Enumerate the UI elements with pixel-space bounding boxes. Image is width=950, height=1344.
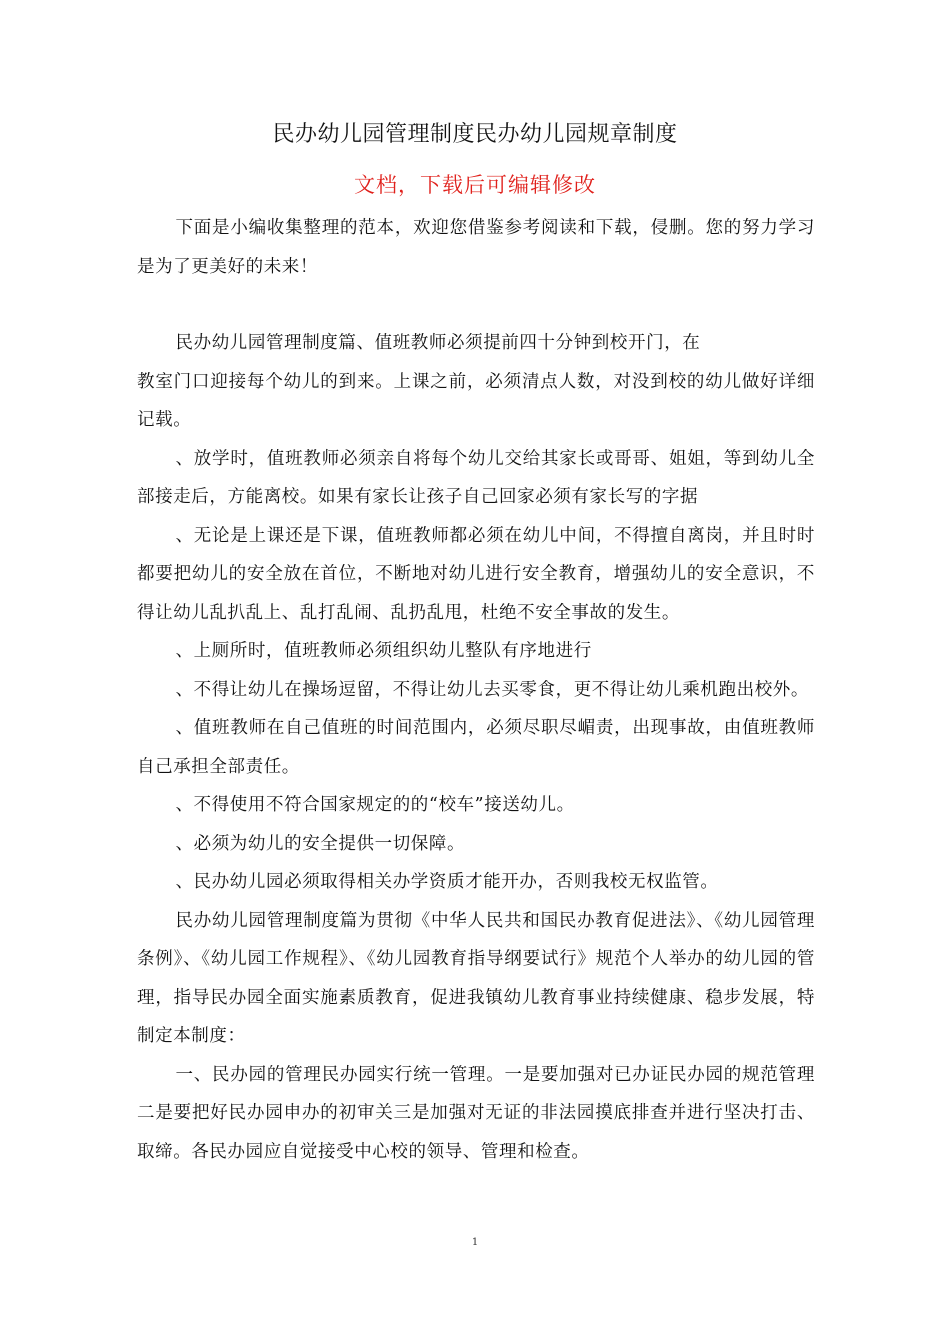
document-body xyxy=(137,209,815,1171)
paragraph-8: 、必须为幼儿的安全提供一切保障。 xyxy=(175,833,466,854)
paragraph-9: 、民办幼儿园必须取得相关办学资质才能开办，否则我校无权监管。 xyxy=(175,872,719,892)
intro-paragraph: 下面是小编收集整理的范本，欢迎您借鉴参考阅读和下载，侵删。您的努力学习是为了更美好的未来！ xyxy=(137,218,815,277)
page-number: 1 xyxy=(471,1237,479,1248)
paragraph-11: 一、民办园的管理民办园实行统一管理。一是要加强对已办证民办园的规范管理二是要把好民办园申办的初审关三是加强对无证的非法园摸底排查并进行坚决打击、取缔。各民办园应自觉接受中心校的领导、管理和检查。 xyxy=(137,1064,815,1162)
paragraph-5: 、不得让幼儿在操场逗留，不得让幼儿去买零食，更不得让幼儿乘机跑出校外。 xyxy=(175,679,809,700)
paragraph-2: 、放学时，值班教师必须亲自将每个幼儿交给其家长或哥哥、姐姐，等到幼儿全部接走后，方能离校。如果有家长让孩子自己回家必须有家长写的字据 xyxy=(137,448,815,507)
document-subtitle: 文档，下载后可编辑修改 xyxy=(354,173,596,197)
paragraph-1-line-2: 教室门口迎接每个幼儿的到来。上课之前，必须清点人数，对没到校的幼儿做好详细记载。 xyxy=(137,371,815,430)
paragraph-4: 、上厕所时，值班教师必须组织幼儿整队有序地进行 xyxy=(175,641,592,661)
paragraph-10: 民办幼儿园管理制度篇为贯彻《中华人民共和国民办教育促进法》、《幼儿园管理条例》、《幼儿园工作规程》、《幼儿园教育指导纲要试行》规范个人举办的幼儿园的管理，指导民办园全面实施素质教育，促进我镇幼儿教育事业持续健康、稳步发展，特制定本制度： xyxy=(137,910,815,1046)
paragraph-1-line-1: 民办幼儿园管理制度篇、值班教师必须提前四十分钟到校开门，在 xyxy=(175,333,701,353)
paragraph-7: 、不得使用不符合国家规定的的“校车”接送幼儿。 xyxy=(175,795,575,815)
document-title: 民办幼儿园管理制度民办幼儿园规章制度 xyxy=(272,122,678,147)
blank-line xyxy=(137,286,815,324)
paragraph-3: 、无论是上课还是下课，值班教师都必须在幼儿中间，不得擅自离岗，并且时时都要把幼儿的安全放在首位，不断地对幼儿进行安全教育，增强幼儿的安全意识，不得让幼儿乱扒乱上、乱打乱闹、乱扔乱甩，杜绝不安全事故的发生。 xyxy=(137,525,815,623)
paragraph-6: 、值班教师在自己值班的时间范围内，必须尽职尽嵋责，出现事故，由值班教师自己承担全部责任。 xyxy=(137,718,815,777)
